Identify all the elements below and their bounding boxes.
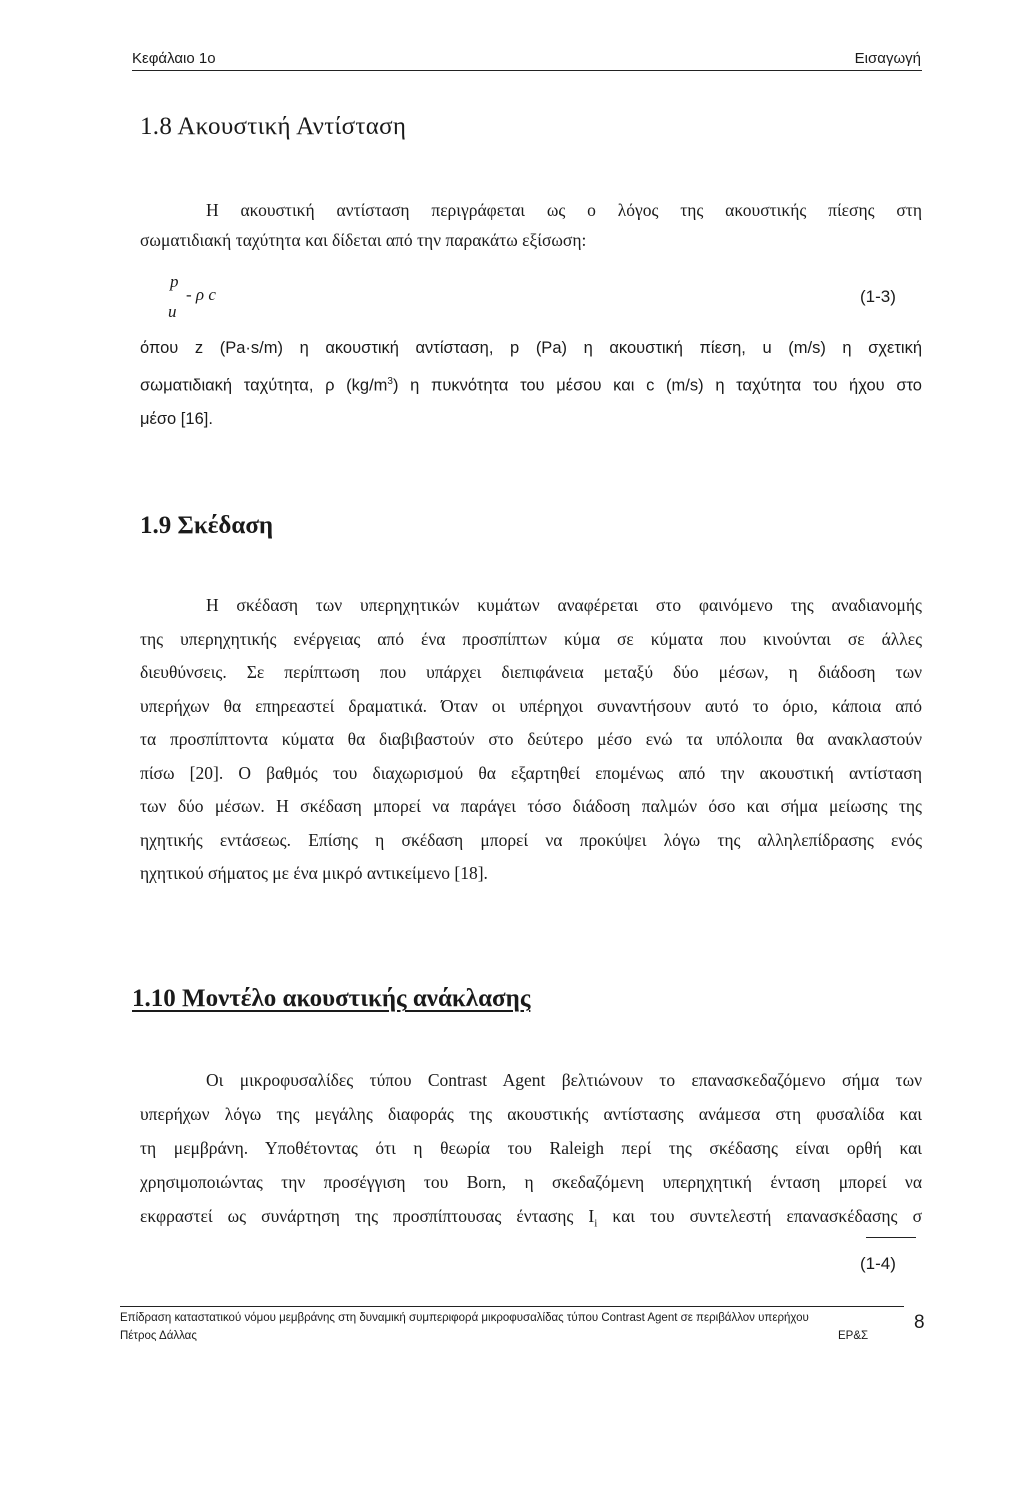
definition-superscript: 3: [387, 376, 393, 387]
running-header-section: Εισαγωγή: [854, 50, 921, 67]
footer-author: Πέτρος Δάλλας: [120, 1330, 197, 1342]
header-rule: [132, 70, 922, 71]
equation-number-1-3: (1-3): [860, 287, 896, 306]
s110-line-1: Οι μικροφυσαλίδες τύπου Contrast Agent βελτιώνουν το επανασκεδαζόμενο σήμα των: [206, 1070, 922, 1090]
equation-denominator: u: [168, 302, 177, 321]
s19-line-5: τα προσπίπτοντα κύματα θα διαβιβαστούν στο δεύτερο μέσο ενώ τα υπόλοιπα θα ανακλαστούν: [140, 729, 922, 749]
s110-line-4: χρησιμοποιώντας την προσέγγιση του Born, η σκεδαζόμενη υπερηχητική ένταση μπορεί να: [140, 1172, 922, 1192]
definition-line-3: μέσο [16].: [140, 409, 213, 428]
s19-line-9: ηχητικού σήματος με ένα μικρό αντικείμενο [18].: [140, 863, 488, 883]
section-title-1-9: 1.9 Σκέδαση: [140, 512, 274, 539]
footer-dept: ΕΡ&Σ: [838, 1330, 869, 1342]
definition-line-2b: ) η πυκνότητα του μέσου και c (m/s) η ταχύτητα του ήχου στο: [392, 376, 922, 395]
equation-number-1-4: (1-4): [860, 1254, 896, 1273]
page-number: 8: [914, 1312, 925, 1333]
section-1-8-definitions: [140, 332, 922, 436]
s19-line-4: υπερήχων θα επηρεαστεί δραματικά. Όταν οι υπέρηχοι συναντήσουν αυτό το όριο, κάποια από: [140, 695, 922, 716]
section-title-1-10: 1.10 Μοντέλο ακουστικής ανάκλασης: [132, 985, 531, 1012]
intro-line-1: Η ακουστική αντίσταση περιγράφεται ως ο λόγος της ακουστικής πίεσης στη: [206, 200, 922, 220]
footer-title: Επίδραση καταστατικού νόμου μεμβράνης στη δυναμική συμπεριφορά μικροφυσαλίδας τύπου Contrast Agent σε περιβάλλον υπερήχου: [120, 1312, 809, 1324]
s19-line-8: ηχητικής εντάσεως. Επίσης η σκέδαση μπορεί να προκύψει λόγω της αλληλεπίδρασης ενός: [140, 829, 922, 850]
section-title-1-8: 1.8 Ακουστική Αντίσταση: [140, 113, 407, 140]
s110-line-3: τη μεμβράνη. Υποθέτοντας ότι η θεωρία του Raleigh περί της σκέδασης είναι ορθή και: [140, 1138, 922, 1158]
equation-rhs: - ρ c: [186, 285, 216, 304]
definition-line-1: όπου z (Pa·s/m) η ακουστική αντίσταση, p (Pa) η ακουστική πίεση, u (m/s) η σχετική: [140, 339, 922, 357]
s19-line-2: της υπερηχητικής ενέργειας από ένα προσπίπτων κύμα σε κύματα που κινούνται σε άλλες: [140, 628, 922, 649]
footer-rule: [120, 1306, 904, 1307]
s19-line-3: διευθύνσεις. Σε περίπτωση που υπάρχει διεπιφάνεια μεταξύ δύο μέσων, η διάδοση των: [140, 662, 922, 682]
s110-subscript: i: [594, 1217, 598, 1230]
intro-line-2: σωματιδιακή ταχύτητα και δίδεται από την παρακάτω εξίσωση:: [140, 230, 587, 250]
section-1-9-body: [140, 589, 922, 891]
running-header-chapter: Κεφάλαιο 1ο: [132, 50, 216, 67]
section-1-10-body: [140, 1063, 922, 1241]
equation-fraction-bar: [866, 1237, 916, 1238]
s19-line-1: Η σκέδαση των υπερηχητικών κυμάτων αναφέρεται στο φαινόμενο της αναδιανομής: [206, 595, 922, 615]
s19-line-6: πίσω [20]. Ο βαθμός του διαχωρισμού θα εξαρτηθεί επομένως από την ακουστική αντίσταση: [140, 762, 922, 783]
section-1-8-intro: [140, 195, 922, 255]
s19-line-7: των δύο μέσων. Η σκέδαση μπορεί να παράγει τόσο διάδοση παλμών όσο και σήμα μείωσης της: [140, 796, 922, 816]
definition-line-2a: σωματιδιακή ταχύτητα, ρ (kg/m: [140, 376, 388, 395]
s110-line-2: υπερήχων λόγω της μεγάλης διαφοράς της ακουστικής αντίστασης ανάμεσα στη φυσαλίδα και: [140, 1104, 922, 1124]
s110-line-5b: και του συντελεστή επανασκέδασης σ: [597, 1206, 922, 1226]
equation-numerator: p: [170, 272, 179, 291]
s110-line-5a: εκφραστεί ως συνάρτηση της προσπίπτουσας έντασης I: [140, 1206, 595, 1226]
